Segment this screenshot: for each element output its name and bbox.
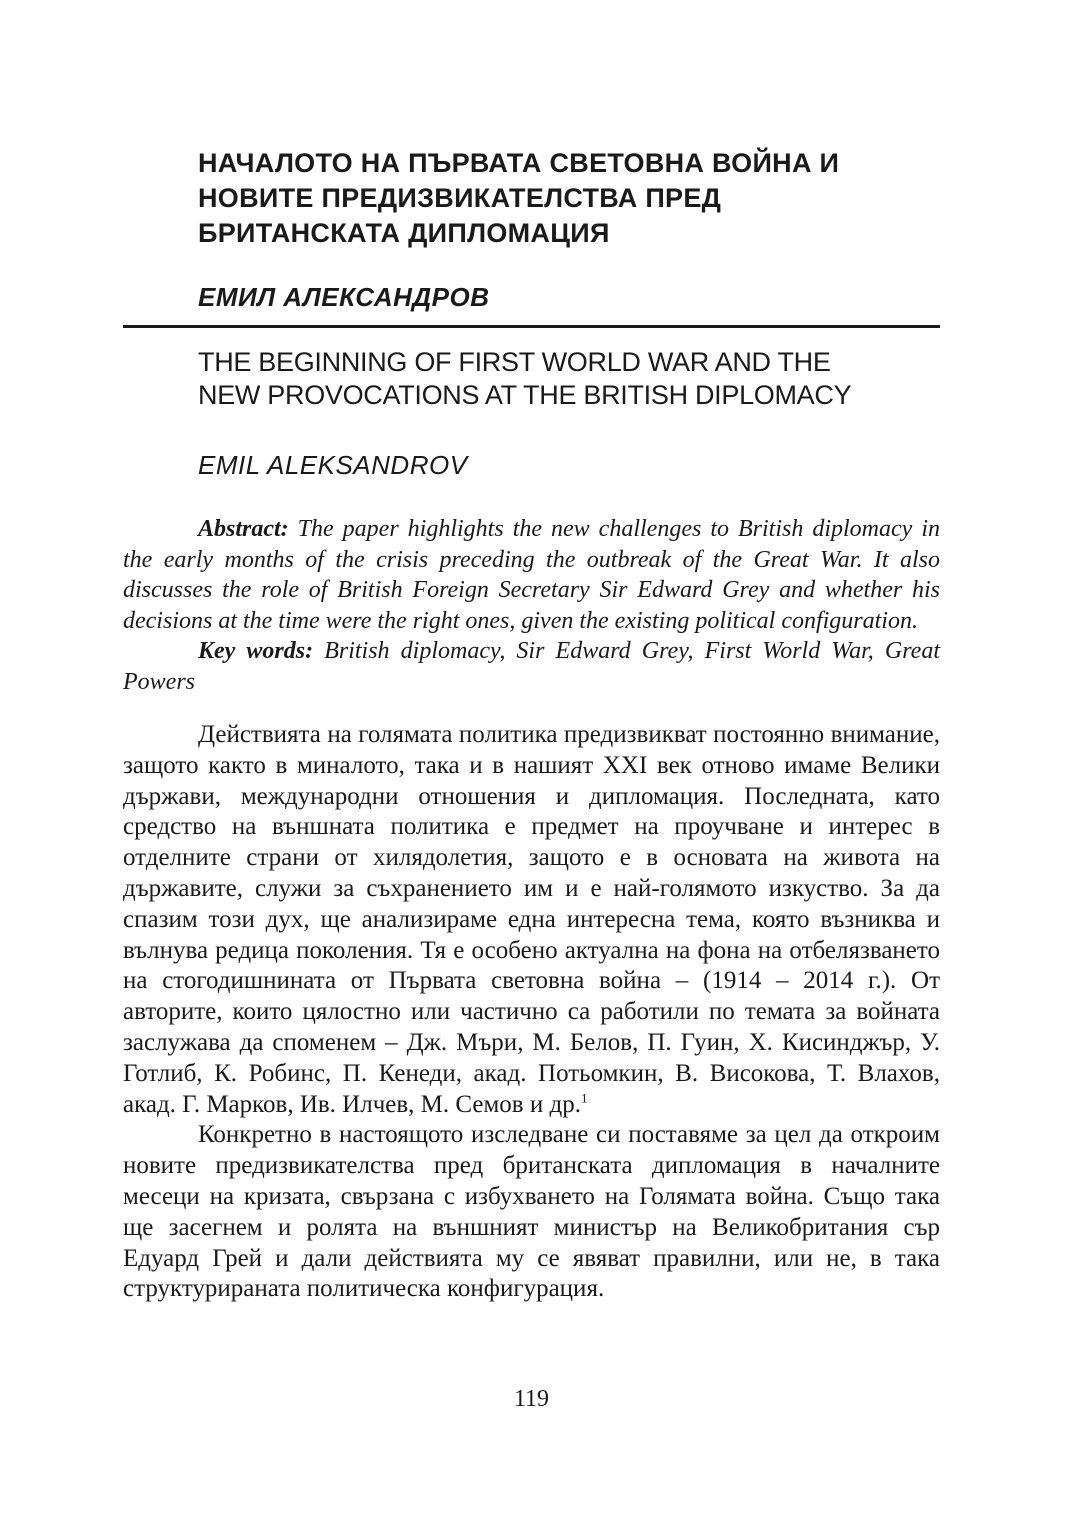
body-paragraph-1-text: Действията на голямата политика предизвикват постоянно внимание, защото както в миналото, така и в нашият XXI век отново имаме Велики държави, международни отношения и дипломация. Последната, като средство на външната политика е предмет на проучване и интерес в отделните страни от хилядолетия, защото е в основата на живота на държавите, служи за съхранението им и е най-голямото изкуство. За да спазим този дух, ще анализираме една интересна тема, която възниква и вълнува редица поколения. Тя е особено актуална на фона на отбелязването на стогодишнината от Първата световна война – (1914 – 2014 г.). От авторите, които цялостно или частично са работили по темата за войната заслужава да споменем – Дж. Мъри, М. Белов, П. Гуин, Х. Кисинджър, У. Готлиб, К. Робинс, П. Кенеди, акад. Потьомкин, В. Високова, Т. Влахов, акад. Г. Марков, Ив. Илчев, М. Семов и др. [123, 721, 940, 1118]
body-paragraph-1 [123, 720, 940, 1120]
abstract-block [123, 514, 940, 697]
keywords-text: British diplomacy, Sir Edward Grey, First World War, Great Powers [123, 638, 941, 695]
title-english [198, 346, 940, 412]
footnote-reference[interactable]: 1 [580, 1090, 588, 1106]
title-bulgarian-line: НАЧАЛОТО НА ПЪРВАТА СВЕТОВНА ВОЙНА И [198, 148, 840, 178]
abstract-paragraph [123, 514, 940, 636]
title-english-line: NEW PROVOCATIONS AT THE BRITISH DIPLOMACY [198, 380, 852, 410]
title-english-line: THE BEGINNING OF FIRST WORLD WAR AND THE [198, 347, 831, 377]
author-bulgarian: ЕМИЛ АЛЕКСАНДРОВ [198, 282, 490, 312]
abstract-label: Abstract: [198, 516, 289, 542]
body-paragraph-2: Конкретно в настоящото изследване си поставяме за цел да откроим новите предизвикателства пред британската дипломация в началните месеци на кризата, свързана с избухването на Голямата война. Също така ще засегнем и ролята на външният министър на Великобритания сър Едуард Грей и дали действията му се явяват правилни, или не, в така структурираната политическа конфигурация. [123, 1121, 940, 1303]
title-bulgarian-line: БРИТАНСКАТА ДИПЛОМАЦИЯ [198, 218, 610, 248]
main-body [123, 720, 940, 1305]
keywords-label: Key words: [198, 638, 314, 664]
horizontal-rule [123, 325, 940, 328]
page-number: 119 [513, 1386, 550, 1412]
abstract-text: The paper highlights the new challenges to British diplomacy in the early months of the crisis preceding the outbreak of the Great War. It also discusses the role of British Foreign Secretary Sir Edward Grey and whether his decisions at the time were the right ones, given the existing political configuration. [123, 516, 940, 634]
title-bulgarian-line: НОВИТЕ ПРЕДИЗВИКАТЕЛСТВА ПРЕД [198, 183, 722, 213]
title-bulgarian [198, 146, 938, 251]
keywords-paragraph [123, 636, 940, 697]
author-english: EMIL ALEKSANDROV [198, 450, 468, 480]
